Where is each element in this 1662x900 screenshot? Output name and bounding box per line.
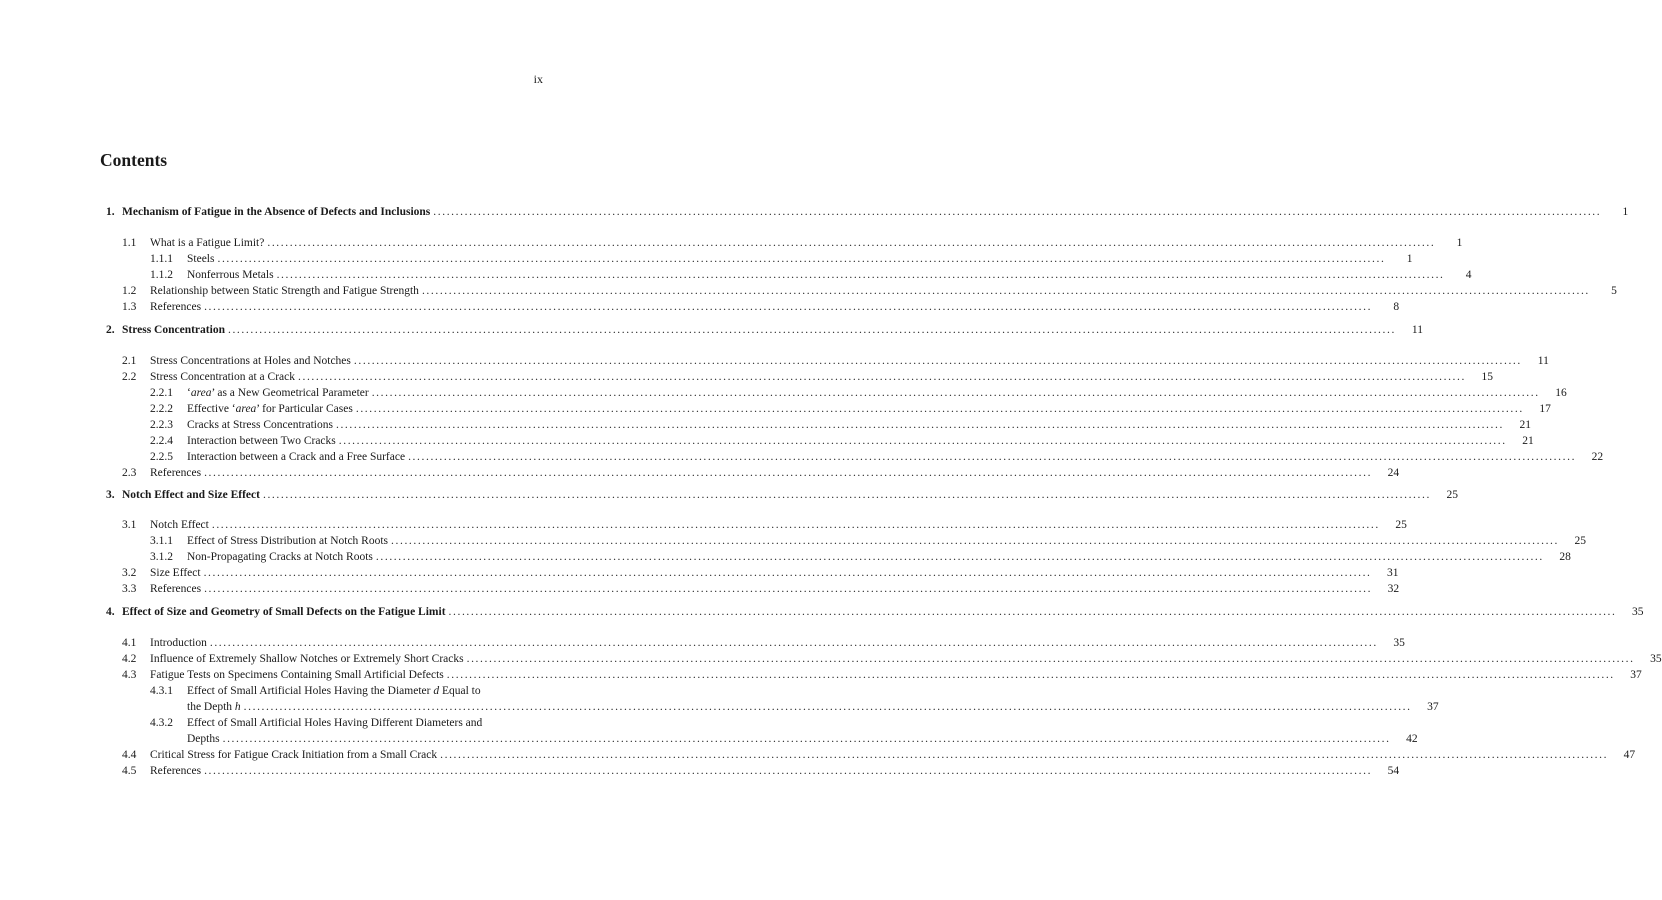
subsection-title-line1: Effect of Small Artificial Holes Having the Diameter (187, 685, 434, 697)
toc-section-1-1[interactable] (122, 235, 1463, 251)
leader-dots (201, 299, 1375, 315)
toc-section-4-5[interactable] (122, 763, 1400, 779)
subsection-title: Interaction between a Crack and a Free Surface (187, 451, 406, 463)
page-ref: 54 (1387, 765, 1400, 777)
subsection-number: 2.2.5 (150, 451, 173, 463)
chapter-number: 3. (106, 489, 115, 501)
chapter-title: Mechanism of Fatigue in the Absence of Defects and Inclusions (122, 206, 431, 218)
toc-section-1-2[interactable] (122, 283, 1617, 299)
toc-subsection-2-2-3[interactable] (150, 417, 1531, 433)
section-title: Introduction (150, 637, 207, 649)
page-ref: 15 (1481, 371, 1493, 383)
toc-subsection-1-1-2[interactable] (150, 267, 1472, 283)
leader-dots (260, 487, 1434, 503)
section-number: 1.1 (122, 237, 137, 249)
page-ref: 1 (1456, 237, 1463, 249)
page-ref: 22 (1591, 451, 1604, 463)
page-ref: 47 (1623, 749, 1636, 761)
subsection-number: 4.3.2 (150, 717, 173, 729)
leader-dots (333, 417, 1507, 433)
subsection-title (187, 401, 353, 417)
page-ref: 28 (1559, 551, 1571, 563)
page-ref: 37 (1630, 669, 1642, 681)
leader-dots (214, 251, 1388, 267)
section-title: References (150, 583, 202, 595)
toc-section-2-1[interactable] (122, 353, 1549, 369)
chapter-title: Effect of Size and Geometry of Small Defects on the Fatigue Limit (122, 606, 446, 618)
subsection-title-line1-suffix: Equal to (439, 685, 481, 697)
subsection-title: Cracks at Stress Concentrations (187, 419, 333, 431)
leader-dots (405, 449, 1579, 465)
toc-section-2-3[interactable] (122, 465, 1400, 481)
toc-subsection-4-3-2-line2[interactable] (187, 731, 1418, 747)
page-ref: 11 (1411, 324, 1423, 336)
subsection-title (187, 385, 369, 401)
toc-subsection-4-3-1-line1[interactable] (150, 683, 481, 699)
section-number: 1.3 (122, 301, 137, 313)
section-title: Notch Effect (150, 519, 209, 531)
chapter-number: 2. (106, 324, 115, 336)
section-number: 4.2 (122, 653, 137, 665)
page-ref: 35 (1650, 653, 1662, 665)
leader-dots (201, 465, 1375, 481)
leader-dots (264, 235, 1438, 251)
subsection-title: Nonferrous Metals (187, 269, 274, 281)
subsection-title: Interaction between Two Cracks (187, 435, 336, 447)
toc-section-4-3[interactable] (122, 667, 1642, 683)
page-ref: 21 (1519, 419, 1531, 431)
title-emphasis: area (190, 387, 212, 399)
toc-subsection-2-2-4[interactable] (150, 433, 1534, 449)
page-ref: 24 (1387, 467, 1400, 479)
leader-dots (437, 747, 1611, 763)
section-number: 3.1 (122, 519, 137, 531)
title-emphasis: h (234, 701, 241, 713)
section-title: Fatigue Tests on Specimens Containing Small Artificial Defects (150, 669, 444, 681)
title-suffix: ’ as a New Geometrical Parameter (211, 387, 369, 399)
section-number: 1.2 (122, 285, 137, 297)
toc-section-4-1[interactable] (122, 635, 1405, 651)
section-title: References (150, 301, 202, 313)
subsection-number: 1.1.2 (150, 269, 173, 281)
chapter-title: Notch Effect and Size Effect (122, 489, 260, 501)
subsection-title-line2 (187, 699, 241, 715)
subsection-number: 3.1.1 (150, 535, 173, 547)
chapter-title: Stress Concentration (122, 324, 225, 336)
page-ref: 8 (1393, 301, 1400, 313)
page-ref: 25 (1446, 489, 1458, 501)
page-ref: 35 (1393, 637, 1405, 649)
title-prefix: ‘ (187, 387, 191, 399)
toc-subsection-2-2-5[interactable] (150, 449, 1604, 465)
subsection-title: Effect of Stress Distribution at Notch Roots (187, 535, 389, 547)
page-ref: 5 (1611, 285, 1617, 297)
page-ref: 31 (1387, 567, 1399, 579)
leader-dots (351, 353, 1525, 369)
leader-dots (353, 401, 1527, 417)
section-number: 4.3 (122, 669, 137, 681)
section-number: 4.4 (122, 749, 137, 761)
chapter-number: 1. (106, 206, 115, 218)
page-ref: 25 (1395, 519, 1407, 531)
section-title: Relationship between Static Strength and Fatigue Strength (150, 285, 419, 297)
leader-dots (430, 204, 1604, 220)
leader-dots (274, 267, 1448, 283)
leader-dots (201, 581, 1375, 597)
toc-subsection-2-2-1[interactable] (150, 385, 1567, 401)
subsection-title-line2: Depths (187, 733, 220, 745)
leader-dots (446, 604, 1620, 620)
toc-subsection-3-1-2[interactable] (150, 549, 1571, 565)
title-emphasis: d (433, 685, 440, 697)
leader-dots (201, 763, 1375, 779)
title-suffix: ’ for Particular Cases (256, 403, 353, 415)
section-number: 4.5 (122, 765, 137, 777)
leader-dots (207, 635, 1381, 651)
page-ref: 1 (1622, 206, 1629, 218)
section-title: Size Effect (150, 567, 201, 579)
section-title: References (150, 765, 202, 777)
title-prefix: Effective ‘ (187, 403, 236, 415)
leader-dots (419, 283, 1593, 299)
section-number: 2.3 (122, 467, 137, 479)
section-number: 3.3 (122, 583, 137, 595)
subsection-number: 2.2.2 (150, 403, 173, 415)
leader-dots (464, 651, 1638, 667)
section-title: Stress Concentrations at Holes and Notches (150, 355, 351, 367)
page-title: Contents (100, 150, 168, 170)
toc-section-3-3[interactable] (122, 581, 1400, 597)
subsection-title-line1: Effect of Small Artificial Holes Having Different Diameters and (187, 717, 483, 729)
page-ref: 25 (1574, 535, 1586, 547)
section-title: References (150, 467, 202, 479)
leader-dots (336, 433, 1510, 449)
toc-section-4-2[interactable] (122, 651, 1662, 667)
subsection-number: 4.3.1 (150, 685, 173, 697)
section-title: What is a Fatigue Limit? (150, 237, 265, 249)
subsection-number: 1.1.1 (150, 253, 173, 265)
subsection-number: 2.2.3 (150, 419, 173, 431)
toc-chapter-2[interactable] (106, 322, 1423, 338)
toc-chapter-1[interactable] (106, 204, 1629, 220)
subsection-title: Non-Propagating Cracks at Notch Roots (187, 551, 373, 563)
toc-section-3-2[interactable] (122, 565, 1399, 581)
page-ref: 1 (1406, 253, 1413, 265)
subsection-number: 2.2.4 (150, 435, 173, 447)
page-ref: 35 (1632, 606, 1644, 618)
toc-section-2-2[interactable] (122, 369, 1493, 385)
toc-chapter-3[interactable] (106, 487, 1458, 503)
leader-dots (209, 517, 1383, 533)
section-number: 3.2 (122, 567, 137, 579)
leader-dots (220, 731, 1394, 747)
leader-dots (373, 549, 1547, 565)
toc-section-1-3[interactable] (122, 299, 1400, 315)
section-number: 2.2 (122, 371, 137, 383)
subsection-number: 3.1.2 (150, 551, 173, 563)
toc-subsection-3-1-1[interactable] (150, 533, 1586, 549)
page-ref: 16 (1555, 387, 1567, 399)
toc-subsection-4-3-2-line1[interactable] (150, 715, 482, 731)
title-emphasis: area (235, 403, 257, 415)
chapter-number: 4. (106, 606, 115, 618)
page-ref: 21 (1522, 435, 1534, 447)
subsection-number: 2.2.1 (150, 387, 173, 399)
leader-dots (388, 533, 1562, 549)
title-prefix: the Depth (187, 701, 235, 713)
page-ref: 32 (1387, 583, 1400, 595)
section-title: Stress Concentration at a Crack (150, 371, 295, 383)
page-ref: 37 (1427, 701, 1439, 713)
page-ref: 42 (1406, 733, 1418, 745)
toc-subsection-2-2-2[interactable] (150, 401, 1551, 417)
toc-subsection-1-1-1[interactable] (150, 251, 1413, 267)
page-number: ix (533, 72, 543, 86)
leader-dots (241, 699, 1415, 715)
leader-dots (444, 667, 1618, 683)
section-title: Influence of Extremely Shallow Notches or Extremely Short Cracks (150, 653, 464, 665)
page-ref: 11 (1537, 355, 1549, 367)
page-ref: 4 (1465, 269, 1472, 281)
leader-dots (295, 369, 1469, 385)
toc-subsection-4-3-1-line2[interactable] (187, 699, 1439, 715)
toc-chapter-4[interactable] (106, 604, 1644, 620)
section-number: 4.1 (122, 637, 137, 649)
section-number: 2.1 (122, 355, 137, 367)
toc-section-4-4[interactable] (122, 747, 1636, 763)
subsection-title: Steels (187, 253, 215, 265)
leader-dots (225, 322, 1399, 338)
page-ref: 17 (1539, 403, 1551, 415)
leader-dots (201, 565, 1375, 581)
toc-section-3-1[interactable] (122, 517, 1407, 533)
leader-dots (369, 385, 1543, 401)
section-title: Critical Stress for Fatigue Crack Initiation from a Small Crack (150, 749, 438, 761)
